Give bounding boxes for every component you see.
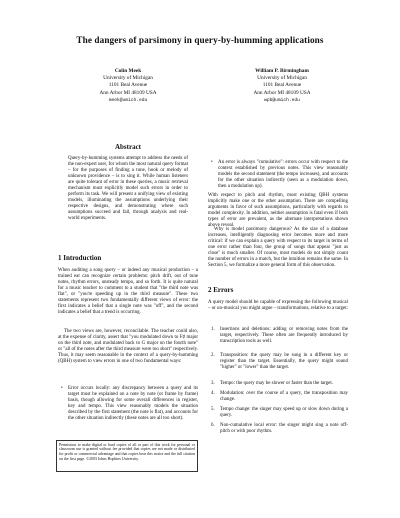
abstract-heading: Abstract	[114, 143, 142, 151]
bullet-icon: •	[211, 160, 213, 165]
error-item-3: 3. Tempo: the query may be slower or faster than the target.	[211, 381, 333, 386]
error-view-bullet-2	[211, 160, 348, 190]
author-affiliation: University of Michigan	[103, 75, 153, 82]
error-item-2: 2. Transposition: the query may be sung in a different key or register than the target. Essentially, the query might sound "higher" or "lower" than the target.	[211, 353, 348, 371]
error-item-5: 5. Tempo change: the singer may speed up or slow down during a query.	[211, 407, 348, 419]
author-affiliation: University of Michigan	[257, 75, 307, 82]
author-block-2	[202, 68, 362, 104]
abstract-text: Query-by-humming systems attempt to address the needs of the non-expert user, for whom the most natural query format – for the purposes of finding a tune, hook or melody of unknown providence – is to sing it. While human listeners are quite tolerant of error in these queries, a music retrieval mechanism must explicitly model such errors in order to perform its task. We will present a unifying view of existing models, illuminating the assumptions underlying their respective designs, and demonstrating where such assumptions succeed and fail, through analysis and real-world experiments.	[68, 156, 188, 222]
intro-paragraph-4: Why is model parsimony dangerous? As the size of a database increases, intelligently diagnosing error becomes more and more critical: if we can explain a query with respect to its target in terms of one error rather than four, the group of songs that appear "just as close" is much smaller. Of course, most models do not simply count the number of errors in a match, but the intuition remains the same. In Section 5, we formalize a more general form of this observation.	[208, 227, 348, 269]
bullet-text: An error is always "cumulative": errors occur with respect to the context established by previous notes. This view reasonably models the second statement (the tempo increases), and accounts for the other situation indirectly (seen as a modulation down, then a modulation up).	[218, 160, 348, 190]
permission-notice: Permission to make digital or hard copies of all or part of this work for personal or classroom use is granted without fee provided that copies are not made or distributed for profit or commercial advantage and that copies bear this notice and the full citation on the first page. ©2003 Johns Hopkins University.	[56, 440, 198, 472]
intro-paragraph-2: The two views are, however, reconcilable. The teacher could also, at the expense of clarity, assert that "you modulated down to F♯ major on the third note, and modulated back to G major on the fourth note" or "all of the notes after the third measure were too short" respectively. Thus, it may seem reasonable in the context of a query-by-humming (QBH) system to view errors in one of two fundamental ways:	[58, 329, 198, 365]
author-address-line: 1101 Beal Avenue	[108, 82, 148, 89]
error-view-bullet-1	[61, 386, 198, 422]
author-email[interactable]: wpb@umich.edu	[264, 97, 300, 103]
author-address-line: Ann Arbor MI 48109 USA	[253, 89, 311, 96]
error-item-6: 6. Non-cumulative local error: the singer might sing a note off-pitch or with poor rhythm.	[211, 423, 348, 435]
bullet-icon: •	[61, 386, 63, 391]
author-address-line: 1101 Beal Avenue	[262, 82, 302, 89]
errors-heading: 2 Errors	[208, 286, 234, 294]
author-name: Colin Meek	[114, 68, 142, 74]
intro-paragraph-3: With respect to pitch and rhythm, most existing QBH systems implicitly make one or the other assumption. There are compelling arguments in favor of such assumptions, particularly with regards to model complexity. In addition, neither assumption is fatal even if both types of error are prevalent, as the alternate interpretations shown above reveal.	[208, 193, 348, 229]
errors-intro: A query model should be capable of expressing the following musical – or un-musical you might argue – transformations, relative to a target:	[208, 300, 348, 312]
author-name: William P. Birmingham	[255, 68, 309, 74]
bullet-text: Error occurs locally: any discrepancy between a query and its target must be explained on a note by note (or frame by frame) basis, though allowing for some overall differences in register, key and tempo. This view reasonably models the situation described by the first statement (the note is flat), and accounts for the other situation indirectly (these notes are all too short).	[68, 386, 198, 422]
paper-title: The dangers of parsimony in query-by-humming applications	[76, 35, 324, 45]
error-item-1: 1. Insertions and deletions: adding or removing notes from the target, respectively. These often are frequently introduced by transcription tools as well.	[211, 327, 348, 345]
author-address-line: Ann Arbor MI 48109 USA	[99, 89, 157, 96]
author-block-1	[48, 68, 208, 104]
error-item-4: 4. Modulation: over the course of a query, the transposition may change.	[211, 391, 348, 403]
author-email[interactable]: meek@umich.edu	[108, 97, 148, 103]
intro-paragraph-1: When auditing a song query – or indeed any musical production – a trained ear can recognize certain problems: pitch drift, out of tune notes, rhythm errors, unsteady tempo, and so forth. It is quite natural for a music teacher to comment to a student that "the third note was flat", or "you're speeding up in the third measure". These two statements represent two fundamentally different views of error: the first indicates a belief that a single note was "off", and the second indicates a belief that a trend is occurring.	[58, 268, 198, 316]
introduction-heading: 1 Introduction	[58, 254, 102, 262]
